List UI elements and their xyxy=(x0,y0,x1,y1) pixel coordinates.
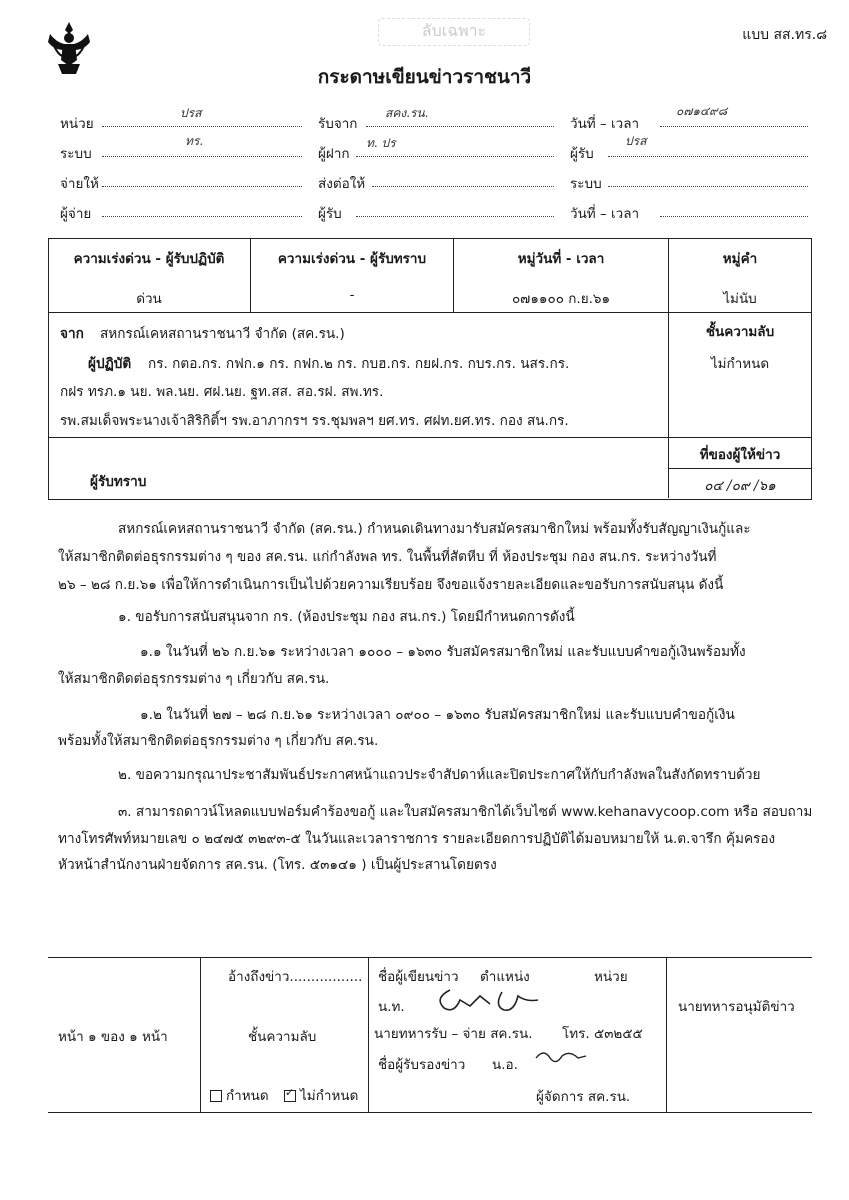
datetime-group-value: ๐๗๑๑๐๐ ก.ย.๖๑ xyxy=(511,291,611,307)
pay-to-label: จ่ายให้ xyxy=(60,176,99,192)
body-paragraph-1-line-1: สหกรณ์เคหสถานราชนาวี จำกัด (สค.รน.) กำหนดเดินทางมารับสมัครสมาชิกใหม่ พร้อมทั้งรับสัญญาเงินกู้และ xyxy=(118,521,751,537)
writer-position: นายทหารรับ – จ่าย สค.รน. xyxy=(374,1026,533,1042)
from-label: รับจาก xyxy=(318,116,358,132)
datetime2-label: วันที่ – เวลา xyxy=(570,206,640,222)
writer-signature-icon xyxy=(430,982,550,1018)
body-item-1-1-line-2: ให้สมาชิกติดต่อธุรกรรมต่าง ๆ เกี่ยวกับ สค.รน. xyxy=(58,671,330,687)
defined-checkbox[interactable] xyxy=(210,1090,222,1102)
precedence-info-value: - xyxy=(349,287,355,303)
from-value: สคง.รน. xyxy=(385,106,429,120)
from-org-value: สหกรณ์เคหสถานราชนาวี จำกัด (สค.รน.) xyxy=(100,326,345,342)
col-word-count-header: หมู่คำ xyxy=(722,251,758,267)
reference-label: อ้างถึงข่าว................. xyxy=(228,969,363,985)
page-title: กระดาษเขียนข่าวราชนาวี xyxy=(317,66,532,88)
col-precedence-action-header: ความเร่งด่วน - ผู้รับปฏิบัติ xyxy=(73,251,225,267)
pay-to-field[interactable] xyxy=(102,172,302,187)
sender-reference-label: ที่ของผู้ให้ข่าว xyxy=(699,447,781,463)
action-addressees-line1: กร. กตอ.กร. กฟก.๑ กร. กฟก.๒ กร. กบฮ.กร. กยฝ.กร. กบร.กร. นสร.กร. xyxy=(148,356,570,372)
body-item-1-1-line-1: ๑.๑ ในวันที่ ๒๖ ก.ย.๖๑ ระหว่างเวลา ๑๐๐๐ – ๑๖๓๐ รับสมัครสมาชิกใหม่ และรับแบบคำขอกู้เงินพร้อมทั้ง xyxy=(140,644,746,660)
receiver-label: ผู้รับ xyxy=(570,146,594,162)
certifier-rank: น.อ. xyxy=(492,1057,518,1073)
footer-top-border xyxy=(48,957,812,958)
datetime-label: วันที่ – เวลา xyxy=(570,116,640,132)
option-undefined[interactable] xyxy=(284,1084,358,1106)
certifier-signature-icon xyxy=(530,1046,590,1068)
payer-label: ผู้จ่าย xyxy=(60,206,92,222)
writer-rank: น.ท. xyxy=(378,999,405,1015)
forward-label: ส่งต่อให้ xyxy=(318,176,366,192)
system-value: ทร. xyxy=(185,134,204,148)
writer-phone: โทร. ๕๓๒๕๕ xyxy=(562,1026,643,1042)
body-paragraph-1-line-2: ให้สมาชิกติดต่อธุรกรรมต่าง ๆ ของ สค.รน. แก่กำลังพล ทร. ในพื้นที่สัตหีบ ที่ ห้องประชุม กอง สน.กร. ระหว่างวันที่ xyxy=(58,549,717,565)
sender-reference-value: ๐๔ /๐๙ /๖๑ xyxy=(704,478,776,494)
forward-field[interactable] xyxy=(372,172,554,187)
classification-value: ไม่กำหนด xyxy=(710,356,770,372)
info-addressees-label: ผู้รับทราบ xyxy=(90,474,147,490)
body-item-1-2-line-2: พร้อมทั้งให้สมาชิกติดต่อธุรกรรมต่าง ๆ เกี่ยวกับ สค.รน. xyxy=(58,733,379,749)
unit-field[interactable] xyxy=(102,112,302,127)
datetime2-field[interactable] xyxy=(660,202,808,217)
writer-name-label: ชื่อผู้เขียนข่าว xyxy=(378,969,459,985)
word-count-value: ไม่นับ xyxy=(723,291,757,307)
approver-label: นายทหารอนุมัติข่าว xyxy=(678,999,795,1015)
payer-field[interactable] xyxy=(102,202,302,217)
receiver-value: ปรส xyxy=(625,134,647,148)
faint-stamp: ลับเฉพาะ xyxy=(378,18,530,46)
footer-bottom-border xyxy=(48,1112,812,1113)
system-label: ระบบ xyxy=(60,146,92,162)
datetime-value: ๐๗๑๔๙๘ xyxy=(676,104,728,118)
system2-label: ระบบ xyxy=(570,176,602,192)
option-undefined-label: ไม่กำหนด xyxy=(300,1088,359,1104)
page-info: หน้า ๑ ของ ๑ หน้า xyxy=(58,1029,168,1045)
classification-label: ชั้นความลับ xyxy=(705,324,775,340)
form-code: แบบ สส.ทร.๘ xyxy=(742,27,827,43)
receiver2-field[interactable] xyxy=(356,202,554,217)
body-item-3-line-3: หัวหน้าสำนักงานฝ่ายจัดการ สค.รน. (โทร. ๕๓๑๔๑ ) เป็นผู้ประสานโดยตรง xyxy=(58,857,497,873)
action-addressees-line2: กฝร ทรภ.๑ นย. พล.นย. ศฝ.นย. ฐท.สส. สอ.รฝ. สพ.ทร. xyxy=(60,384,384,400)
option-defined[interactable] xyxy=(210,1084,269,1106)
footer-classification-label: ชั้นความลับ xyxy=(248,1029,317,1045)
action-addressees-line3: รพ.สมเด็จพระนางเจ้าสิริกิติ์ฯ รพ.อาภากรฯ รร.ชุมพลฯ ยศ.ทร. ศฝท.ยศ.ทร. กอง สน.กร. xyxy=(60,413,569,429)
from-org-label: จาก xyxy=(60,326,84,342)
undefined-checkbox[interactable] xyxy=(284,1090,296,1102)
sender-label: ผู้ฝาก xyxy=(318,146,350,162)
option-defined-label: กำหนด xyxy=(226,1088,269,1104)
col-precedence-info-header: ความเร่งด่วน - ผู้รับทราบ xyxy=(277,251,427,267)
unit-label: หน่วย xyxy=(60,116,94,132)
position-label: ตำแหน่ง xyxy=(480,969,530,985)
certifier-name-label: ชื่อผู้รับรองข่าว xyxy=(378,1057,466,1073)
body-item-3-line-2: ทางโทรศัพท์หมายเลข ๐ ๒๔๗๕ ๓๒๙๓-๕ ในวันและเวลาราชการ รายละเอียดการปฏิบัติได้มอบหมายให้ น.ต.จารึก คุ้มครอง xyxy=(58,831,776,847)
unit-value: ปรส xyxy=(180,106,202,120)
receiver2-label: ผู้รับ xyxy=(318,206,342,222)
body-item-2: ๒. ขอความกรุณาประชาสัมพันธ์ประกาศหน้าแถวประจำสัปดาห์และปิดประกาศให้กับกำลังพลในสังกัดทราบด้วย xyxy=(118,767,761,783)
unit-column-label: หน่วย xyxy=(594,969,628,985)
body-item-3-line-1: ๓. สามารถดาวน์โหลดแบบฟอร์มคำร้องขอกู้ และใบสมัครสมาชิกได้เว็บไซต์ www.kehanavycoop.com หรือ สอบถาม xyxy=(118,804,813,820)
body-paragraph-1-line-3: ๒๖ – ๒๘ ก.ย.๖๑ เพื่อให้การดำเนินการเป็นไปด้วยความเรียบร้อย จึงขอแจ้งรายละเอียดและขอรับการสนับสนุน ดังนี้ xyxy=(58,577,724,593)
certifier-position: ผู้จัดการ สค.รน. xyxy=(536,1089,631,1105)
sender-value: ท. ปร xyxy=(366,136,396,150)
col-datetime-group-header: หมู่วันที่ - เวลา xyxy=(517,251,605,267)
action-addressees-label: ผู้ปฏิบัติ xyxy=(88,356,132,372)
body-item-1-2-line-1: ๑.๒ ในวันที่ ๒๗ – ๒๘ ก.ย.๖๑ ระหว่างเวลา ๐๙๐๐ – ๑๖๓๐ รับสมัครสมาชิกใหม่ และรับแบบคำขอกู้เงิน xyxy=(140,707,735,723)
body-item-1: ๑. ขอรับการสนับสนุนจาก กร. (ห้องประชุม กอง สน.กร.) โดยมีกำหนดการดังนี้ xyxy=(118,609,575,625)
precedence-action-value: ด่วน xyxy=(136,291,162,307)
system2-field[interactable] xyxy=(608,172,808,187)
